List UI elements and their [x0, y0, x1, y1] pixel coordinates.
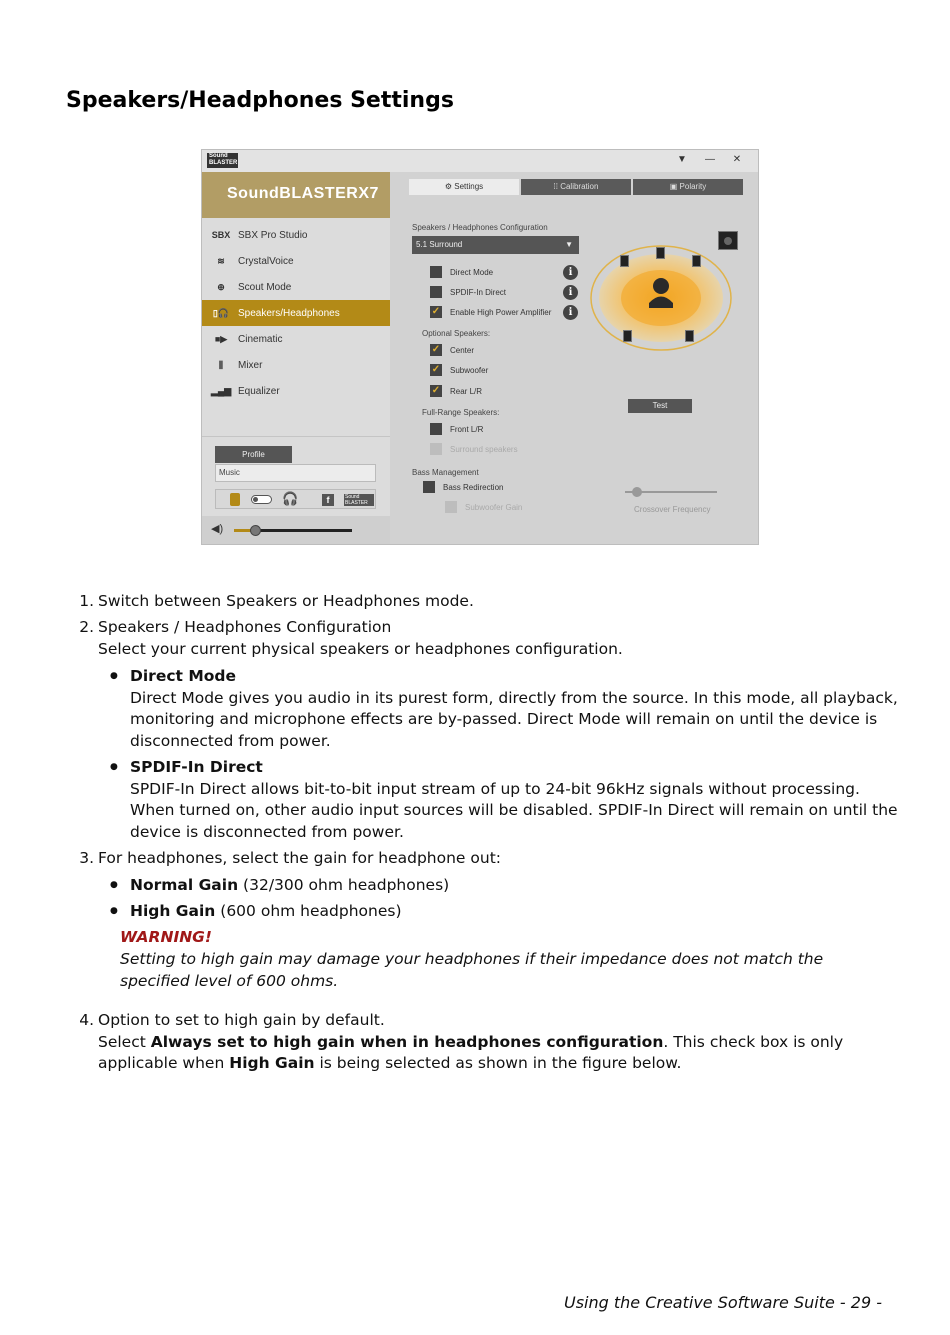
step-text: Select your current physical speakers or headphones configuration. — [98, 639, 623, 658]
headphones-icon[interactable]: 🎧 — [282, 491, 299, 506]
logo-line2: BLASTER — [209, 160, 238, 166]
step-number: 1. — [79, 592, 94, 610]
bullet-normal-gain — [130, 875, 900, 897]
volume-icon[interactable]: ◀) — [211, 523, 224, 535]
minimize-button[interactable]: — — [705, 154, 715, 165]
checkbox[interactable] — [430, 423, 442, 435]
bass-management-label: Bass Management — [412, 468, 479, 477]
option-enable-high-power-amplifier[interactable] — [430, 306, 551, 318]
listener-head-icon — [653, 278, 669, 294]
text-bold: High Gain — [229, 1054, 315, 1073]
sidebar-item-label: Equalizer — [238, 385, 280, 397]
page-footer: Using the Creative Software Suite - 29 - — [563, 1293, 882, 1312]
checkbox[interactable] — [430, 266, 442, 278]
subwoofer-gain-option — [445, 501, 522, 513]
option-spdif-in-direct[interactable] — [430, 286, 506, 298]
sidebar-item-sbx-pro-studio[interactable] — [202, 222, 390, 248]
center-speaker-icon[interactable] — [656, 247, 665, 259]
warning-text: Setting to high gain may damage your headphones if their impedance does not match the specified level of 600 ohms. — [120, 950, 824, 990]
sidebar — [202, 172, 390, 544]
app-screenshot — [201, 149, 759, 545]
step-3 — [79, 848, 898, 870]
fullrange-front-l-r[interactable] — [430, 423, 483, 435]
front-left-speaker-icon[interactable] — [620, 255, 629, 267]
text-segment: . This check box is only applicable when — [98, 1032, 844, 1073]
camera-icon: ■▶ — [214, 333, 228, 344]
sidebar-item-label: Speakers/Headphones — [238, 307, 340, 319]
option-label: SPDIF-In Direct — [450, 287, 507, 297]
config-label: Speakers / Headphones Configuration — [412, 223, 548, 232]
checkbox[interactable] — [423, 481, 435, 493]
bullet-high-gain — [130, 901, 900, 923]
checkmark-icon: ✓ — [431, 306, 441, 317]
option-label: Center — [450, 345, 475, 355]
bullet-title: ● SPDIF-In Direct — [130, 758, 263, 776]
fullrange-surround-speakers — [430, 443, 518, 455]
rear-right-speaker-icon[interactable] — [685, 330, 694, 342]
sidebar-item-equalizer[interactable] — [202, 378, 390, 404]
config-value: 5.1 Surround — [416, 240, 463, 249]
step-4 — [79, 1010, 898, 1075]
option-label: Subwoofer — [450, 365, 489, 375]
bass-redirection-option[interactable] — [423, 481, 503, 493]
sidebar-item-mixer[interactable] — [202, 352, 390, 378]
page-title: Speakers/Headphones Settings — [66, 88, 454, 113]
option-label: Rear L/R — [450, 386, 483, 396]
bullet-spdif-in-direct — [130, 757, 900, 844]
bass-redirection-label: Bass Redirection — [443, 482, 504, 492]
test-button[interactable]: Test — [628, 399, 692, 413]
checkbox-checked[interactable] — [430, 364, 442, 376]
checkmark-icon: ✓ — [431, 364, 441, 375]
sidebar-item-speakers-headphones[interactable] — [202, 300, 390, 326]
title-bar — [202, 150, 758, 172]
checkbox[interactable] — [430, 286, 442, 298]
info-icon[interactable]: i — [563, 285, 578, 300]
text-segment: is being selected as shown in the figure below. — [314, 1054, 682, 1073]
sidebar-item-crystalvoice[interactable] — [202, 248, 390, 274]
menu-dropdown-button[interactable]: ▼ — [677, 154, 687, 165]
option-direct-mode[interactable] — [430, 266, 493, 278]
option-label: Direct Mode — [450, 267, 494, 277]
crosshair-icon: ⊕ — [217, 281, 225, 292]
volume-slider[interactable] — [234, 529, 352, 532]
tab-bar — [409, 179, 745, 195]
profile-tab[interactable]: Profile — [215, 446, 292, 463]
bullet-title: ● Direct Mode — [130, 667, 237, 685]
full-range-speakers-label: Full-Range Speakers: — [422, 408, 500, 417]
checkmark-icon: ✓ — [431, 385, 441, 396]
crossover-knob — [632, 487, 642, 497]
facebook-icon[interactable]: f — [322, 494, 334, 506]
sidebar-item-scout-mode[interactable] — [202, 274, 390, 300]
volume-knob[interactable] — [250, 525, 261, 536]
bullet-text: Direct Mode gives you audio in its purest form, directly from the source. In this mode, all playback, monitoring and microphone effects are by-passed. Direct Mode will remain on until the device is disconnected from power. — [130, 688, 898, 751]
step-number: 4. — [79, 1011, 94, 1029]
step-1 — [79, 591, 898, 613]
sbx-icon: SBX — [211, 230, 231, 240]
step-heading: Speakers / Headphones Configuration — [98, 618, 392, 636]
logo-line1: Sound — [209, 153, 228, 159]
crystalvoice-icon: ≋ — [217, 255, 225, 266]
optional-subwoofer[interactable] — [430, 364, 488, 376]
info-icon[interactable]: i — [563, 265, 578, 280]
sidebar-item-cinematic[interactable] — [202, 326, 390, 352]
mode-switch-bar — [215, 489, 376, 509]
optional-center[interactable] — [430, 344, 474, 356]
subwoofer-icon[interactable] — [718, 231, 738, 250]
option-label: Enable High Power Amplifier — [450, 307, 552, 317]
speaker-headphones-icon: ▯🎧 — [212, 307, 230, 318]
warning-heading: WARNING! — [120, 928, 212, 946]
option-label: Front L/R — [450, 424, 484, 434]
brand-logo: SoundBLASTERX7 — [202, 172, 390, 218]
speaker-icon[interactable] — [230, 493, 240, 506]
sidebar-nav — [202, 222, 390, 404]
step-text: Switch between Speakers or Headphones mode. — [98, 592, 474, 610]
optional-rear-l-r[interactable] — [430, 385, 482, 397]
tab-settings[interactable]: ⚙ Settings — [409, 179, 519, 195]
bullet-title: Normal Gain — [130, 876, 239, 894]
sound-blaster-logo — [207, 153, 238, 168]
equalizer-icon: ▂▄▆ — [211, 385, 232, 396]
sidebar-item-label: SBX Pro Studio — [238, 229, 308, 241]
sound-blaster-small-logo[interactable]: Sound BLASTER — [344, 494, 374, 506]
info-icon[interactable]: i — [563, 305, 578, 320]
subwoofer-gain-label: Subwoofer Gain — [465, 502, 523, 512]
sidebar-item-label: Mixer — [238, 359, 263, 371]
checkbox-checked[interactable] — [430, 306, 442, 318]
optional-speakers-label: Optional Speakers: — [422, 329, 491, 338]
bullet-title: High Gain — [130, 902, 216, 920]
bullet-text: SPDIF-In Direct allows bit-to-bit input stream of up to 24-bit 96kHz signals without processing. When turned on, other audio input sources will be disabled. SPDIF-In Direct will remain on until the device is disconnected from power. — [130, 779, 898, 842]
step-text: For headphones, select the gain for headphone out: — [98, 849, 501, 867]
sidebar-item-label: Scout Mode — [238, 281, 292, 293]
step-number: 3. — [79, 849, 94, 867]
bullet-text: (32/300 ohm headphones) — [238, 876, 450, 894]
close-button[interactable]: ✕ — [732, 154, 742, 165]
bullet-text: (600 ohm headphones) — [215, 902, 402, 920]
config-select[interactable] — [412, 236, 579, 254]
checkbox — [445, 501, 457, 513]
checkbox-checked[interactable] — [430, 385, 442, 397]
checkmark-icon: ✓ — [431, 344, 441, 355]
step-number: 2. — [79, 618, 94, 636]
step-text — [98, 1032, 898, 1075]
bullet-direct-mode — [130, 666, 900, 753]
profile-select[interactable]: Music — [215, 464, 376, 482]
rear-left-speaker-icon[interactable] — [623, 330, 632, 342]
text-segment: Select — [98, 1032, 151, 1051]
checkbox-checked[interactable] — [430, 344, 442, 356]
mode-toggle[interactable] — [251, 495, 272, 504]
sidebar-item-label: CrystalVoice — [238, 255, 294, 267]
tab-calibration[interactable]: ⁞⁞ Calibration — [521, 179, 631, 195]
chevron-down-icon: ▼ — [565, 240, 573, 249]
checkbox — [430, 443, 442, 455]
text-bold: Always set to high gain when in headphones configuration — [150, 1032, 664, 1051]
step-heading: Option to set to high gain by default. — [98, 1011, 385, 1029]
step-2 — [79, 617, 898, 660]
front-right-speaker-icon[interactable] — [692, 255, 701, 267]
volume-bar — [202, 516, 390, 544]
option-label: Surround speakers — [450, 444, 518, 454]
mixer-icon: ⫼ — [218, 359, 224, 370]
settings-panel — [390, 172, 758, 544]
sidebar-item-label: Cinematic — [238, 333, 283, 345]
crossover-label: Crossover Frequency — [634, 505, 711, 514]
tab-polarity[interactable]: ▣ Polarity — [633, 179, 743, 195]
